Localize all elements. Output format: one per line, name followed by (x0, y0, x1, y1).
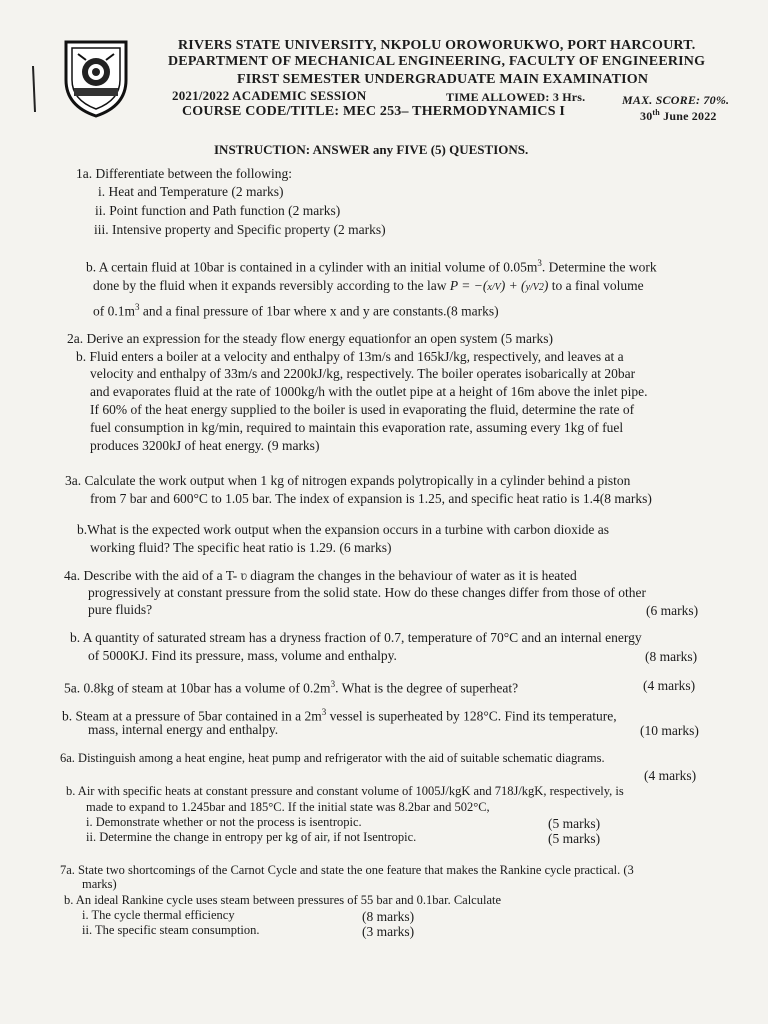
question-1a-i: i. Heat and Temperature (2 marks) (98, 184, 284, 199)
question-6b-i: i. Demonstrate whether or not the process is isentropic. (86, 815, 362, 829)
question-5b-line2: mass, internal energy and enthalpy. (88, 722, 279, 737)
question-7b: b. An ideal Rankine cycle uses steam between pressures of 55 bar and 0.1bar. Calculate (64, 893, 502, 907)
question-5b-marks: (10 marks) (640, 723, 699, 738)
question-4b-line2: of 5000KJ. Find its pressure, mass, volume and enthalpy. (88, 648, 397, 663)
question-2b-line3: and evaporates fluid at the rate of 1000kg/h with the outlet pipe at a height of 16m above the inlet pipe. (90, 384, 648, 399)
question-6a: 6a. Distinguish among a heat engine, heat pump and refrigerator with the aid of suitable schematic diagrams. (60, 751, 605, 765)
university-name: RIVERS STATE UNIVERSITY, NKPOLU OROWORUKWO, PORT HARCOURT. (178, 38, 696, 53)
question-5b-line1: b. Steam at a pressure of 5bar contained in a $2m^3$ vessel is superheated by 128°C. Find its temperature, (62, 707, 617, 724)
question-6b-line1: b. Air with specific heats at constant pressure and constant volume of 1005J/kgK and 718J/kgK, respectively, is (66, 784, 624, 798)
question-3b-line2: working fluid? The specific heat ratio is 1.29. (6 marks) (90, 540, 392, 555)
department-name: DEPARTMENT OF MECHANICAL ENGINEERING, FACULTY OF ENGINEERING (168, 54, 706, 69)
question-2b-line1: b. Fluid enters a boiler at a velocity and enthalpy of 13m/s and 165kJ/kg, respectively, and leaves at a (76, 349, 624, 364)
question-4b-line1: b. A quantity of saturated stream has a dryness fraction of 0.7, temperature of 70°C and an internal energy (70, 630, 642, 645)
university-crest-logo (60, 36, 132, 118)
question-2b-line6: produces 3200kJ of heat energy. (9 marks) (90, 438, 320, 453)
question-1a-ii: ii. Point function and Path function (2 marks) (95, 203, 341, 218)
question-2b-line5: fuel consumption in kg/min, required to maintain this evaporation rate, assuming every 1kg of fuel (90, 420, 624, 435)
question-7b-ii: ii. The specific steam consumption. (82, 923, 260, 937)
exam-title: FIRST SEMESTER UNDERGRADUATE MAIN EXAMINATION (237, 72, 649, 87)
question-3b-line1: b.What is the expected work output when the expansion occurs in a turbine with carbon dioxide as (77, 522, 609, 537)
question-6a-marks: (4 marks) (644, 768, 697, 783)
question-2b-line2: velocity and enthalpy of 33m/s and 2200kJ/kg, respectively. The boiler operates isobarically at 20bar (90, 366, 636, 381)
question-5a: 5a. 0.8kg of steam at 10bar has a volume of $0.2m^3$. What is the degree of superheat? (64, 679, 519, 696)
margin-pen-mark (30, 64, 40, 114)
question-4a-line3: pure fluids? (88, 602, 153, 617)
question-3a-line2: from 7 bar and 600°C to 1.05 bar. The index of expansion is 1.25, and specific heat ratio is 1.4(8 marks) (90, 491, 652, 506)
question-7b-i: i. The cycle thermal efficiency (82, 908, 235, 922)
question-5a-marks: (4 marks) (643, 678, 696, 693)
question-1a: 1a. Differentiate between the following: (76, 166, 293, 181)
question-7a-line1: 7a. State two shortcomings of the Carnot Cycle and state the one feature that makes the Rankine cycle practical. (3 (60, 863, 634, 877)
question-6b-i-marks: (5 marks) (548, 816, 601, 831)
question-4a-marks: (6 marks) (646, 603, 699, 618)
question-2a: 2a. Derive an expression for the steady flow energy equationfor an open system (5 marks) (67, 331, 553, 346)
question-6b-ii: ii. Determine the change in entropy per kg of air, if not Isentropic. (86, 830, 417, 844)
question-1b-line2: done by the fluid when it expands reversibly according to the law P = −(x/V) + (y/V2) to a final volume (93, 278, 644, 293)
academic-session: 2021/2022 ACADEMIC SESSION (172, 88, 367, 103)
question-6b-ii-marks: (5 marks) (548, 831, 601, 846)
question-7b-i-marks: (8 marks) (362, 909, 415, 924)
exam-date: 30th June 2022 (640, 108, 717, 123)
question-7b-ii-marks: (3 marks) (362, 924, 415, 939)
instruction: INSTRUCTION: ANSWER any FIVE (5) QUESTIONS. (214, 142, 529, 157)
time-allowed: TIME ALLOWED: 3 Hrs. (446, 90, 586, 104)
question-7a-line2: marks) (82, 877, 117, 891)
question-4a-line1: 4a. Describe with the aid of a T- ʋ diagram the changes in the behaviour of water as it is heated (64, 568, 577, 583)
law-equation: P = −(x/V) + (y/V2) (449, 278, 549, 293)
question-1b-line3: of $0.1m^3$ and a final pressure of 1bar where x and y are constants.(8 marks) (93, 302, 499, 319)
question-6b-line2: made to expand to 1.245bar and 185°C. If the initial state was 8.2bar and 502°C, (86, 800, 490, 814)
question-2b-line4: If 60% of the heat energy supplied to the boiler is used in evaporating the fluid, determine the rate of (90, 402, 635, 417)
question-3a-line1: 3a. Calculate the work output when 1 kg of nitrogen expands polytropically in a cylinder behind a piston (65, 473, 631, 488)
course-title: COURSE CODE/TITLE: MEC 253– THERMODYNAMICS I (182, 104, 566, 119)
question-4a-line2: progressively at constant pressure from the solid state. How do these changes differ from those of other (88, 585, 646, 600)
max-score: MAX. SCORE: 70%. (622, 93, 730, 107)
question-4b-marks: (8 marks) (645, 649, 698, 664)
question-1a-iii: iii. Intensive property and Specific property (2 marks) (94, 222, 386, 237)
question-1b-line1: b. A certain fluid at 10bar is contained in a cylinder with an initial volume of $0.05m^3$. Determine the work (86, 258, 657, 275)
